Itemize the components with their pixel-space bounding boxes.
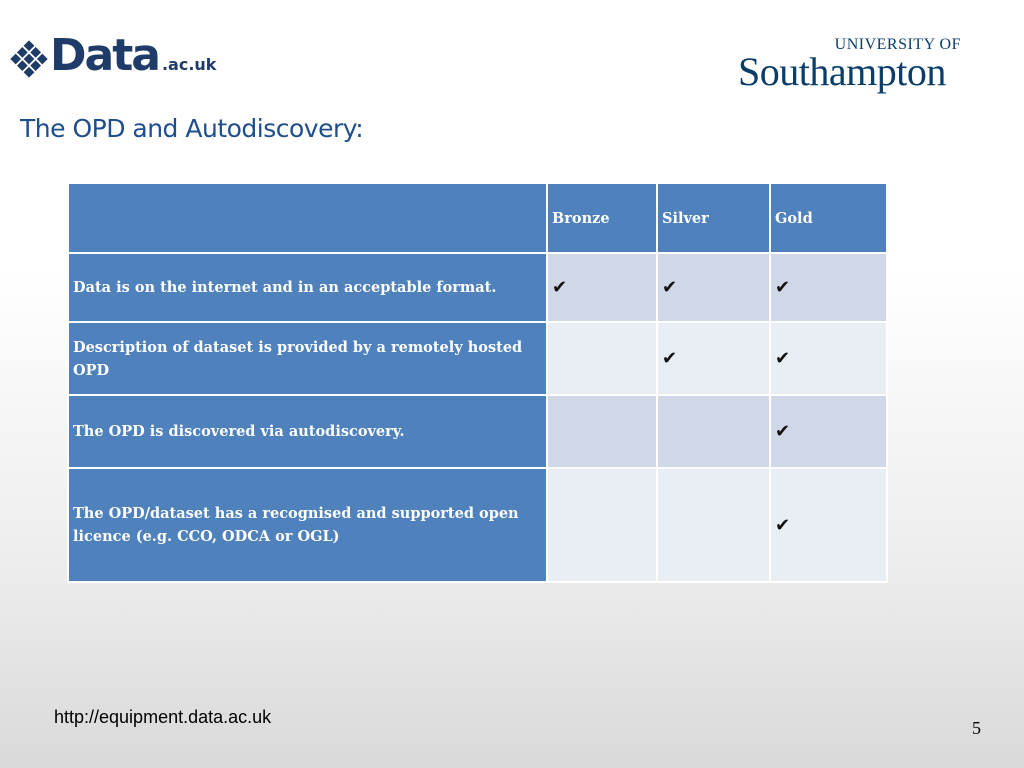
- criteria-table: [67, 182, 888, 583]
- check-silver: ✔: [657, 253, 770, 322]
- row-label: The OPD is discovered via autodiscovery.: [68, 395, 547, 468]
- page-number: 5: [972, 718, 981, 738]
- logo-suffix: .ac.uk: [161, 55, 217, 74]
- row-label: Description of dataset is provided by a remotely hosted OPD: [68, 322, 547, 395]
- check-silver: [657, 468, 770, 582]
- check-bronze: [547, 395, 657, 468]
- row-label: The OPD/dataset has a recognised and supported open licence (e.g. CCO, ODCA or OGL): [68, 468, 547, 582]
- check-bronze: [547, 468, 657, 582]
- column-header-gold: Gold: [770, 183, 887, 253]
- check-gold: ✔: [770, 322, 887, 395]
- table-row: [68, 395, 887, 468]
- table-row: [68, 253, 887, 322]
- check-silver: ✔: [657, 322, 770, 395]
- check-gold: ✔: [770, 253, 887, 322]
- southampton-logo: [738, 36, 988, 98]
- logo-university-of: UNIVERSITY OF: [834, 36, 961, 53]
- logo-southampton: Southampton: [738, 49, 946, 94]
- check-gold: ✔: [770, 395, 887, 468]
- table-row: [68, 468, 887, 582]
- page-title: The OPD and Autodiscovery:: [20, 114, 364, 143]
- logo-word: Data: [50, 30, 159, 81]
- data-ac-uk-logo: [10, 28, 217, 81]
- table-header-row: [68, 183, 887, 253]
- check-bronze: [547, 322, 657, 395]
- row-label: Data is on the internet and in an acceptable format.: [68, 253, 547, 322]
- diamond-grid-icon: [10, 40, 48, 78]
- check-silver: [657, 395, 770, 468]
- check-gold: ✔: [770, 468, 887, 582]
- check-bronze: ✔: [547, 253, 657, 322]
- column-header-silver: Silver: [657, 183, 770, 253]
- header-empty-cell: [68, 183, 547, 253]
- footer-url: http://equipment.data.ac.uk: [54, 707, 272, 727]
- table-row: [68, 322, 887, 395]
- column-header-bronze: Bronze: [547, 183, 657, 253]
